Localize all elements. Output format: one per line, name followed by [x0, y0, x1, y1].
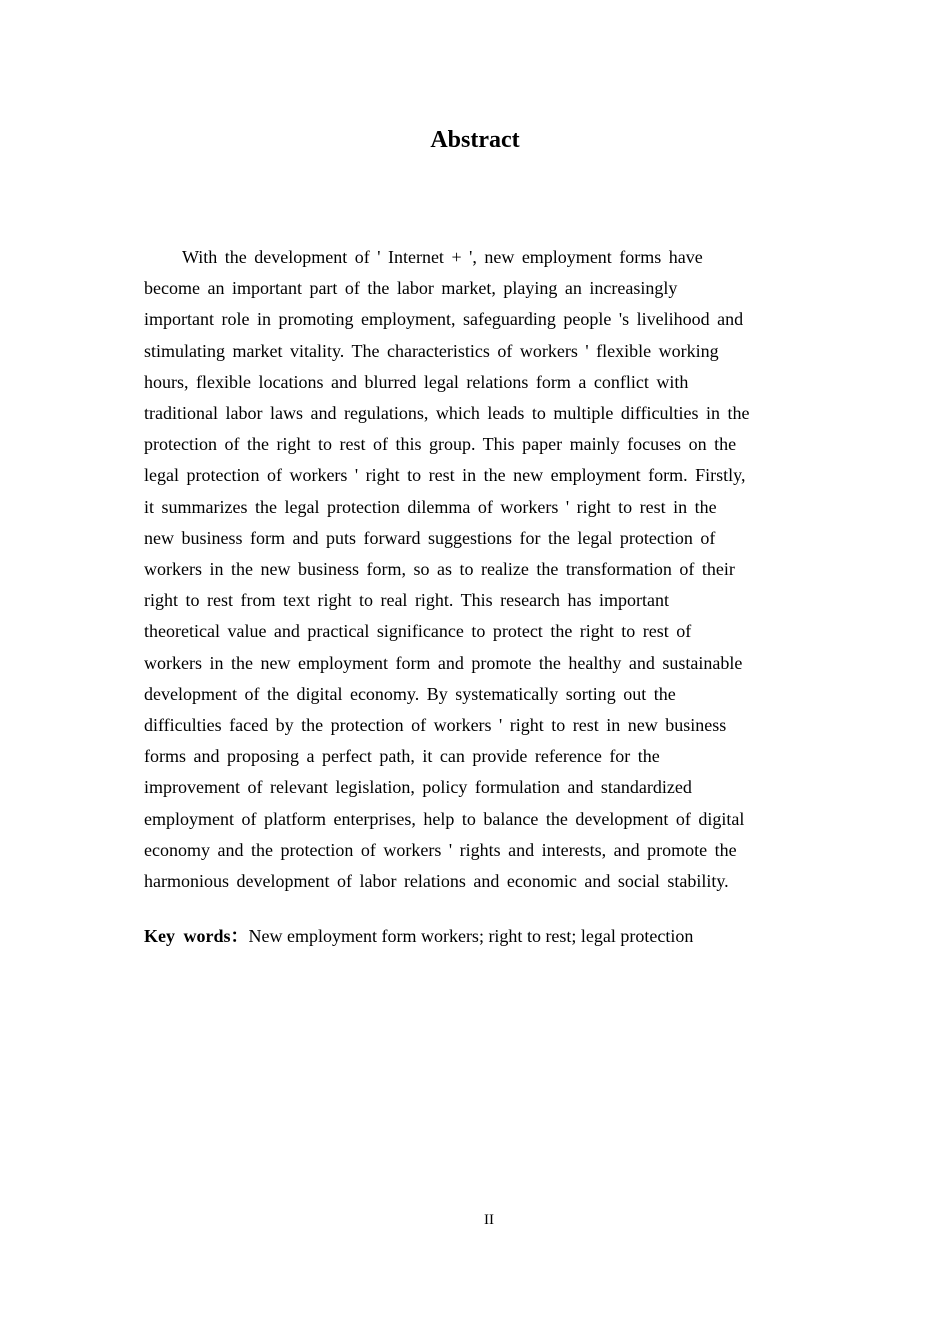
- abstract-line: become an important part of the labor market, playing an increasingly: [144, 278, 678, 299]
- abstract-line: new business form and puts forward suggestions for the legal protection of: [144, 527, 716, 548]
- abstract-line: employment of platform enterprises, help to balance the development of digital: [144, 808, 745, 829]
- abstract-line: workers in the new employment form and promote the healthy and sustainable: [144, 652, 743, 673]
- abstract-line: it summarizes the legal protection dilemma of workers ' right to rest in the: [144, 496, 717, 517]
- abstract-title: Abstract: [430, 127, 520, 153]
- abstract-line: workers in the new business form, so as to realize the transformation of their: [144, 559, 735, 580]
- abstract-line: development of the digital economy. By systematically sorting out the: [144, 683, 676, 704]
- abstract-line: harmonious development of labor relations and economic and social stability.: [144, 871, 729, 892]
- abstract-line: forms and proposing a perfect path, it can provide reference for the: [144, 746, 660, 767]
- abstract-line: improvement of relevant legislation, policy formulation and standardized: [144, 777, 692, 798]
- abstract-line: theoretical value and practical significance to protect the right to rest of: [144, 621, 692, 642]
- abstract-line: legal protection of workers ' right to rest in the new employment form. Firstly,: [144, 465, 746, 486]
- keywords-text: New employment form workers; right to rest; legal protection: [248, 926, 694, 946]
- abstract-line: protection of the right to rest of this group. This paper mainly focuses on the: [144, 434, 737, 455]
- abstract-line: With the development of ' Internet + ', new employment forms have: [182, 247, 703, 267]
- abstract-line: difficulties faced by the protection of workers ' right to rest in new business: [144, 715, 727, 736]
- abstract-line: right to rest from text right to real right. This research has important: [144, 590, 670, 611]
- keywords-label: Key words：: [144, 926, 249, 946]
- abstract-line: important role in promoting employment, safeguarding people 's livelihood and: [144, 309, 744, 330]
- abstract-line: economy and the protection of workers ' rights and interests, and promote the: [144, 839, 737, 860]
- page-number: II: [484, 1212, 494, 1228]
- abstract-line: stimulating market vitality. The characteristics of workers ' flexible working: [144, 340, 719, 361]
- abstract-line: traditional labor laws and regulations, which leads to multiple difficulties in the: [144, 403, 750, 424]
- keywords-line: [144, 922, 809, 950]
- abstract-body: [144, 242, 809, 897]
- abstract-line: hours, flexible locations and blurred legal relations form a conflict with: [144, 371, 689, 392]
